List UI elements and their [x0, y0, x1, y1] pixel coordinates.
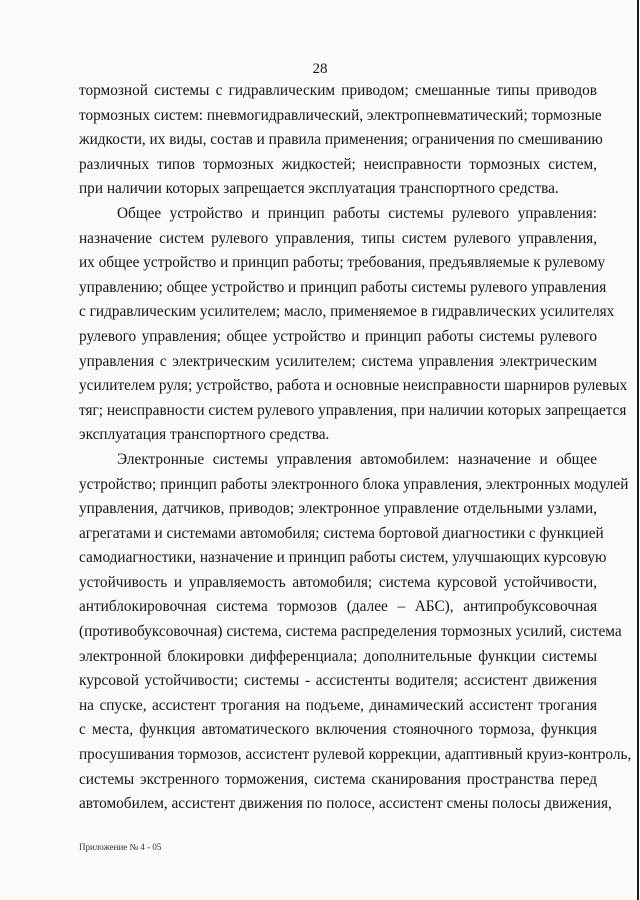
text-line: управления, датчиков, приводов; электронное управление отдельными узлами,	[79, 500, 597, 518]
text-line: системы экстренного торможения, система сканирования пространства перед	[79, 770, 597, 788]
text-line: антиблокировочная система тормозов (далее – АБС), антипробуксовочная	[79, 598, 597, 616]
text-line: различных типов тормозных жидкостей; неисправности тормозных систем,	[79, 155, 597, 173]
text-line: с места, функция автоматического включения стояночного тормоза, функция	[79, 721, 597, 739]
text-line: их общее устройство и принцип работы; требования, предъявляемые к рулевому	[79, 254, 606, 272]
text-line: электронной блокировки дифференциала; дополнительные функции системы	[79, 647, 597, 665]
text-line: Общее устройство и принцип работы системы рулевого управления:	[117, 204, 597, 222]
text-line: Электронные системы управления автомобилем: назначение и общее	[117, 450, 597, 468]
text-line: устройство; принцип работы электронного блока управления, электронных модулей	[79, 475, 629, 493]
page-number: 28	[312, 61, 328, 77]
text-line: тяг; неисправности систем рулевого управления, при наличии которых запрещается	[79, 401, 627, 419]
text-line: при наличии которых запрещается эксплуатация транспортного средства.	[79, 180, 559, 198]
text-line: устойчивость и управляемость автомобиля; система курсовой устойчивости,	[79, 573, 597, 591]
text-line: назначение систем рулевого управления, типы систем рулевого управления,	[79, 229, 597, 247]
scan-edge-line	[637, 0, 639, 900]
text-line: усилителем руля; устройство, работа и основные неисправности шарниров рулевых	[79, 377, 628, 395]
text-line: управления с электрическим усилителем; система управления электрическим	[79, 352, 597, 370]
text-line: с гидравлическим усилителем; масло, применяемое в гидравлических усилителях	[79, 303, 615, 321]
text-line: просушивания тормозов, ассистент рулевой коррекции, адаптивный круиз-контроль,	[79, 746, 632, 764]
text-line: на спуске, ассистент трогания на подъеме, динамический ассистент трогания	[79, 696, 597, 714]
text-line: самодиагностики, назначение и принцип работы систем, улучшающих курсовую	[79, 549, 607, 567]
paragraph-brake-systems	[79, 79, 603, 202]
document-body	[79, 79, 632, 817]
paragraph-electronic-systems	[79, 448, 632, 817]
text-line: агрегатами и системами автомобиля; система бортовой диагностики с функцией	[79, 524, 604, 542]
text-line: (противобуксовочная) система, система распределения тормозных усилий, система	[79, 623, 622, 641]
text-line: эксплуатация транспортного средства.	[79, 426, 330, 444]
text-line: тормозной системы с гидравлическим приводом; смешанные типы приводов	[79, 82, 597, 99]
text-line: рулевого управления; общее устройство и принцип работы системы рулевого	[79, 327, 597, 345]
text-line: курсовой устойчивости; системы - ассистенты водителя; ассистент движения	[79, 672, 597, 690]
footer-appendix-label: Приложение № 4 - 05	[79, 842, 162, 852]
text-line: управлению; общее устройство и принцип работы системы рулевого управления	[79, 278, 607, 296]
text-line: жидкости, их виды, состав и правила применения; ограничения по смешиванию	[79, 131, 603, 149]
paragraph-steering-system	[79, 202, 628, 448]
text-line: тормозных систем: пневмогидравлический, электропневматический; тормозные	[79, 106, 602, 124]
text-line: автомобилем, ассистент движения по полосе, ассистент смены полосы движения,	[79, 795, 612, 813]
